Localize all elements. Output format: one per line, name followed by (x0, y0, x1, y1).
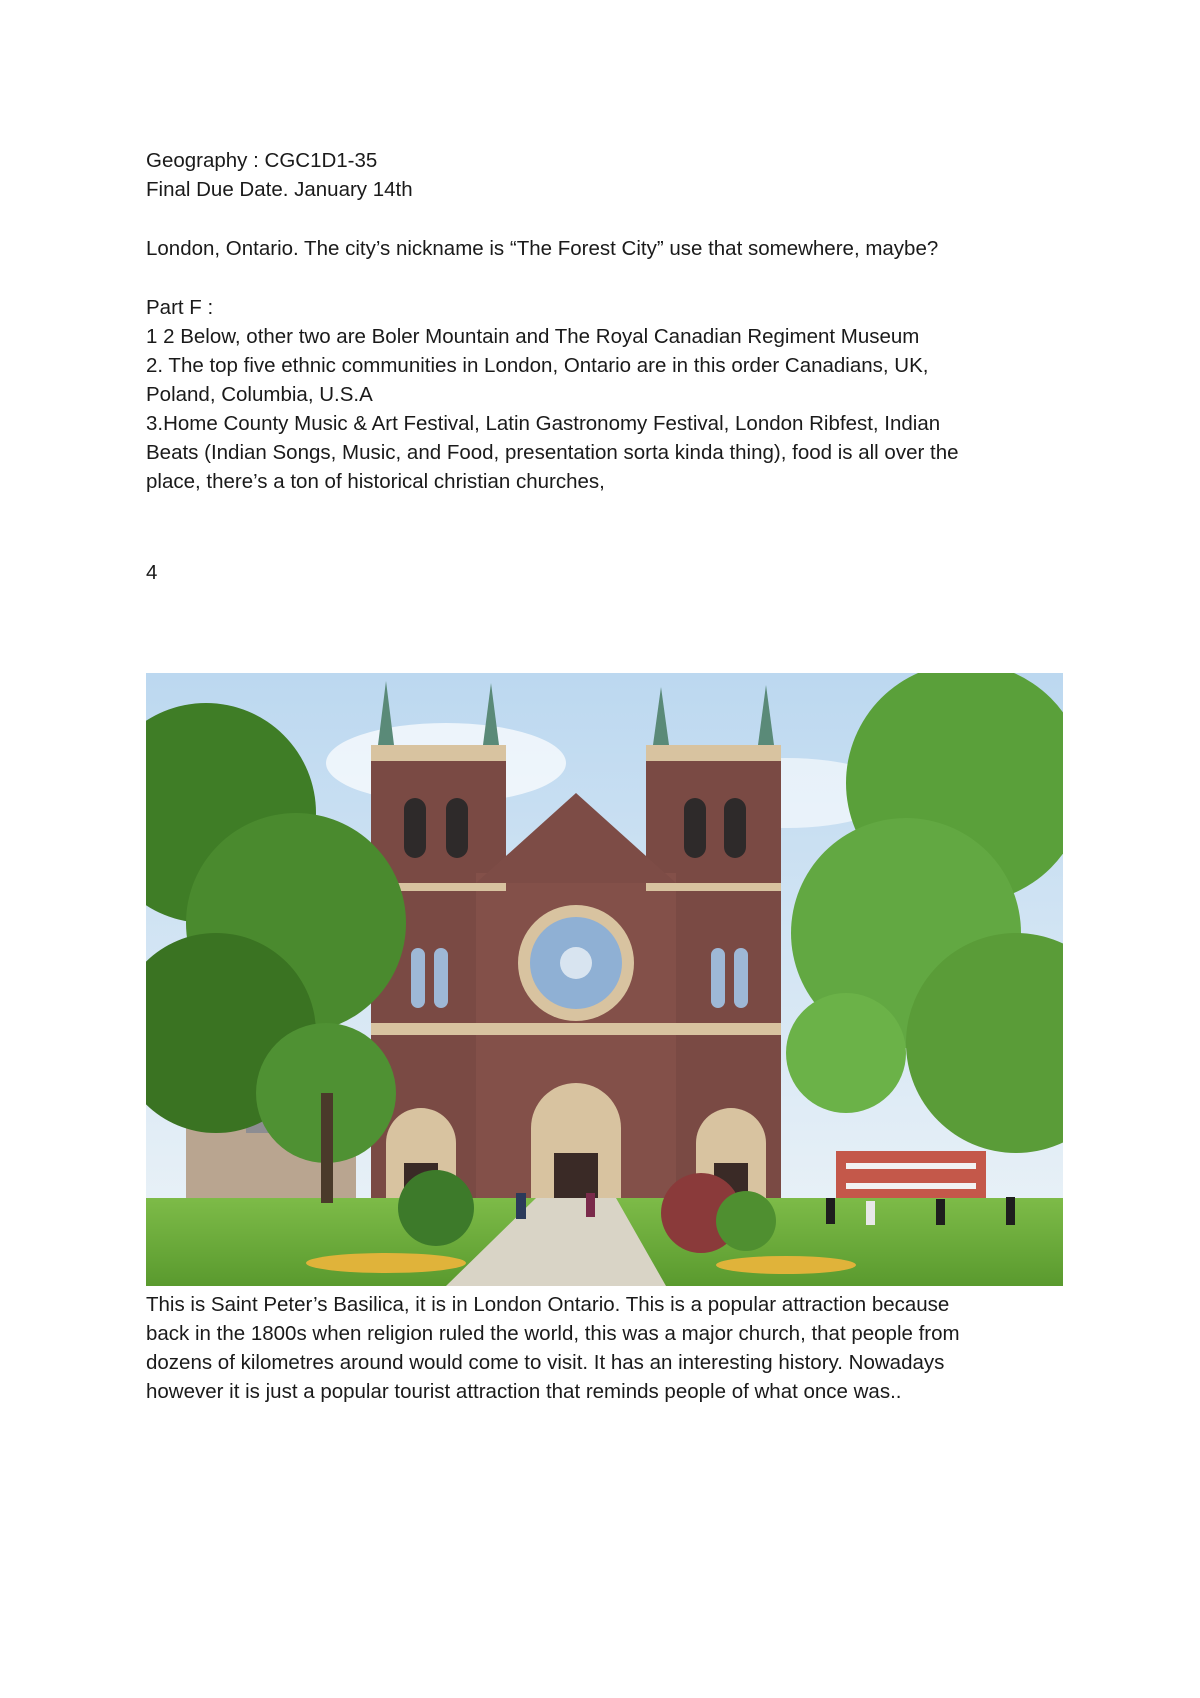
part-f-heading: Part F : (146, 296, 214, 319)
part-f-item-2-line-2: Poland, Columbia, U.S.A (146, 383, 373, 406)
due-date-line: Final Due Date. January 14th (146, 178, 413, 201)
part-f-item-3-line-3: place, there’s a ton of historical christian churches, (146, 470, 605, 493)
part-f-item-4: 4 (146, 561, 158, 584)
caption-line-4: however it is just a popular tourist attraction that reminds people of what once was.. (146, 1380, 902, 1403)
intro-line: London, Ontario. The city’s nickname is “The Forest City” use that somewhere, maybe? (146, 237, 939, 260)
caption-line-2: back in the 1800s when religion ruled the world, this was a major church, that people from (146, 1322, 960, 1345)
part-f-item-2-line-1: 2. The top five ethnic communities in London, Ontario are in this order Canadians, UK, (146, 354, 929, 377)
caption-line-1: This is Saint Peter’s Basilica, it is in London Ontario. This is a popular attraction because (146, 1293, 950, 1316)
course-line: Geography : CGC1D1-35 (146, 149, 378, 172)
caption-line-3: dozens of kilometres around would come to visit. It has an interesting history. Nowadays (146, 1351, 945, 1374)
basilica-photo (146, 673, 1063, 1286)
part-f-item-3-line-2: Beats (Indian Songs, Music, and Food, presentation sorta kinda thing), food is all over the (146, 441, 959, 464)
part-f-item-3-line-1: 3.Home County Music & Art Festival, Latin Gastronomy Festival, London Ribfest, Indian (146, 412, 941, 435)
part-f-item-1: 1 2 Below, other two are Boler Mountain and The Royal Canadian Regiment Museum (146, 325, 920, 348)
